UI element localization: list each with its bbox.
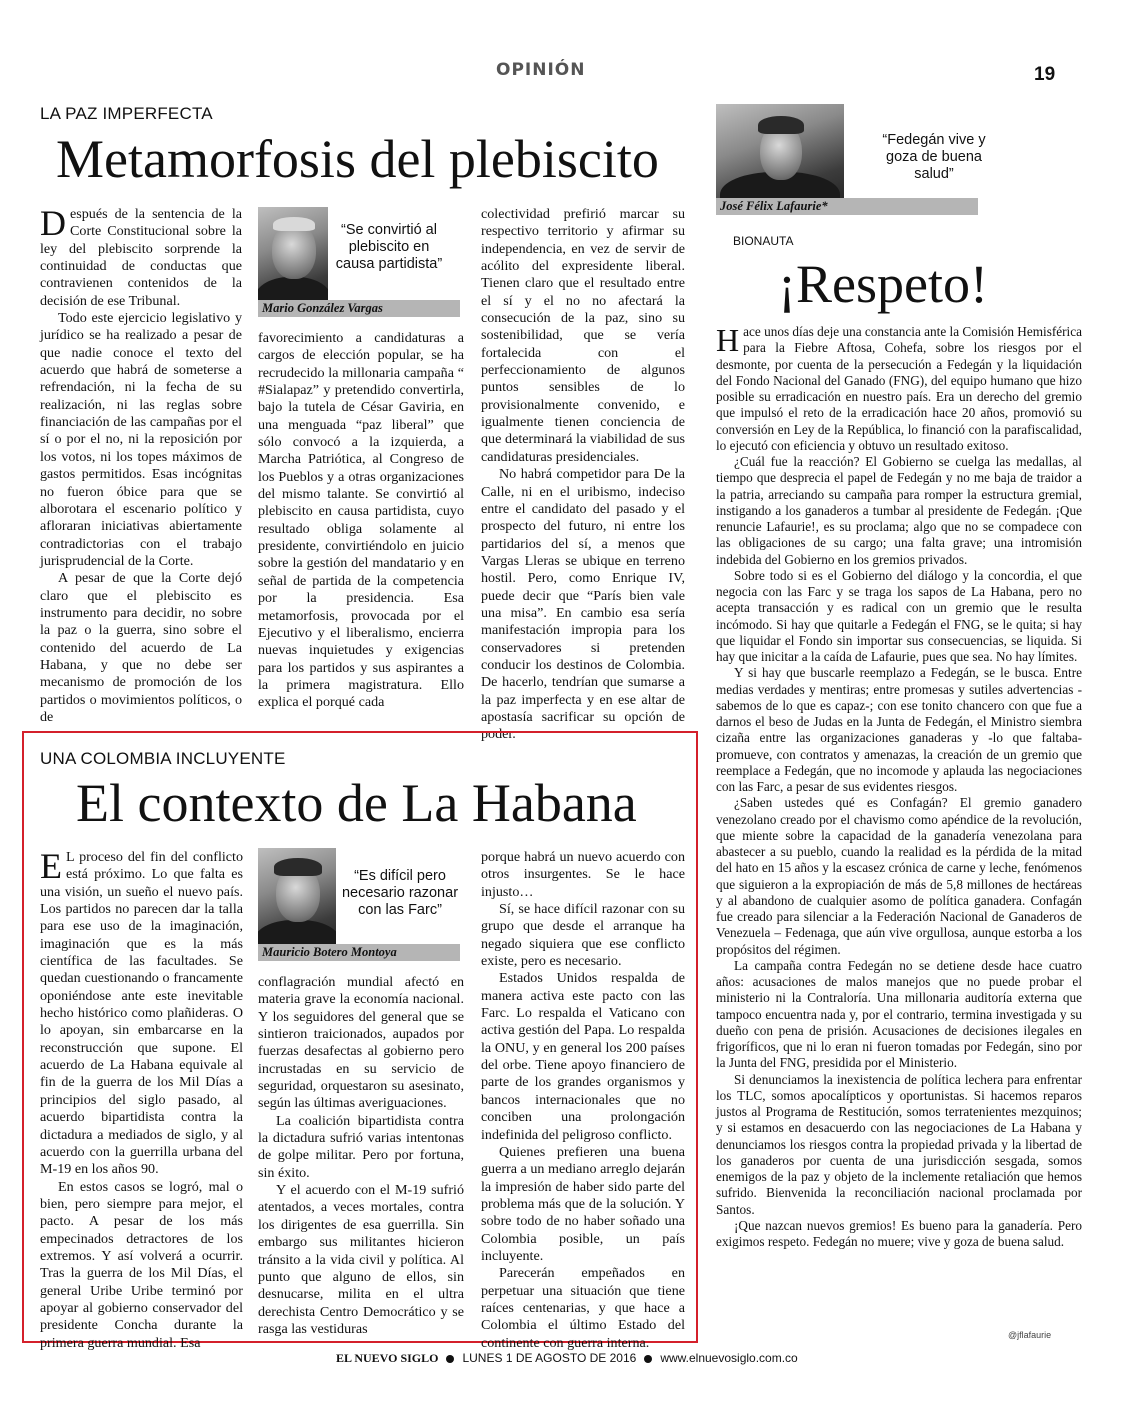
article2-column-1	[40, 846, 243, 1352]
article3-paragraph: ¿Saben ustedes qué es Confagán? El gremio ganadero venezolano creado por el chavismo como apéndice de la revolución, que miente sobre la capacidad de la ganadería venezolana para abastecer a su pueblo, cuando la realidad es la pérdida de la mitad del hato en 15 años y la escasez crónica de carne y leche, fenómenos que siguieron a la expropiación de más de 5,8 millones de hectáreas y al abandono de cualquier asomo de política ganadera. Confagán fue creado para silenciar a la Federación Nacional de Ganaderos de Venezuela – Fedenaga, que aún vive orgullosa, aunque estorba a los propósitos del régimen.	[716, 795, 1082, 957]
article2-paragraph: Quienes prefieren una buena guerra a un mediano arreglo dejarán la impresión de haber sido parte del problema más que de la solución. Y sobre todo de no haber soñado una Colombia posible, un país incluyente.	[481, 1143, 685, 1264]
article1-paragraph: No habrá competidor para De la Calle, ni en el uribismo, indeciso entre el candidato del pasado y el prospecto del futuro, ni entre los partidarios del sí, a menos que Vargas Lleras se ubique en terreno hostil. Pero, como Enrique IV, puede decir que “París bien vale una misa”. En cambio esa sería manifestación impropia para los conservadores si pretenden conducir los destinos de Colombia. De hacerlo, tendrían que sumarse a la paz imperfecta y en ese altar de apostasía sacrificar su opción de poder.	[481, 466, 685, 743]
article2-paragraph: L proceso del fin del conflicto está próximo. Lo que falta es una visión, un sueño el nuevo país. Los partidos no parecen dar la talla para ese uso de la imaginación, imaginación que es la más científica de las facultades. Se quedan cuestionando o francamente oponiéndose ante este inevitable hecho histórico como plañideras. O lo apoyan, sin embarcarse en la reconstrucción que supone. El acuerdo de La Habana equivale al fin de la guerra de los Mil Días a principios del siglo pasado, al acuerdo bipartidista contra la dictadura a mediados de siglo, y al acuerdo con la guerrilla urbana del M-19 en los años 90.	[40, 849, 243, 1178]
article2-paragraph: porque habrá un nuevo acuerdo con otros insurgentes. Se le hace injusto…	[481, 849, 685, 900]
page-number: 19	[1034, 64, 1056, 85]
footer-brand: EL NUEVO SIGLO	[336, 1351, 439, 1365]
author-photo-gonzalez	[258, 207, 328, 315]
footer-website: www.elnuevosiglo.com.co	[660, 1351, 798, 1365]
article3-paragraph: La campaña contra Fedegán no se detiene desde hace cuatro años: acusaciones de malos manejos que no puede probar el ministerio ni la Contraloría. Una millonaria auditoría externa que tampoco encuentra nada y, por el contrario, termina investigada y su dueño con pena de prisión. Acusaciones de decisiones ilegales en frigoríficos, que ni lo eran ni fueron tomadas por Fedegán, sino por la Junta del FNG, presidida por el Ministerio.	[716, 957, 1082, 1071]
article1-paragraph: favorecimiento a candidaturas a cargos de elección popular, se ha recrudecido la millonaria campaña “ #Sialapaz” y pretendido convertirla, bajo la tutela de César Gaviria, en una menguada “paz liberal” que sólo convocó a la izquierda, a Marcha Patriótica, al Congreso de los Pueblos y a otras organizaciones del mismo talante. Se convirtió al plebiscito en causa partidista, cuyo resultado obliga solamente al presidente, convirtiéndolo en juicio sobre la gestión del mandatario y en señal de partida de la competencia por la presidencia. Esa metamorfosis, provocada por el Ejecutivo y el liberalismo, encierra nuevas inquietudes y exigencias para los partidos y sus aspirantes a la primera magistratura. Ello explica el porqué cada	[258, 330, 464, 711]
article1-column-2	[258, 330, 464, 712]
article1-headline: Metamorfosis del plebiscito	[56, 129, 659, 189]
article2-paragraph: Parecerán empeñados en perpetuar una situación que tiene raíces centenarias, y que hace a Colombia el último Estado del continente con guerra interna.	[481, 1265, 685, 1351]
article2-dropcap: E	[40, 846, 62, 886]
article3-body	[716, 324, 1082, 1250]
article3-headline: ¡Respeto!	[778, 254, 988, 314]
article1-dropcap: D	[40, 203, 66, 243]
article3-kicker: BIONAUTA	[733, 234, 794, 248]
article3-paragraph: Sobre todo si es el Gobierno del diálogo y la concordia, el que negocia con las Farc y se traga los sapos de La Habana, pero no acepta transacción y es radical con un gremio que le resulta incómodo. Si hay que quitarle a Fedegán el FNG, se le quita; si hay que liquidar el Fondo sin importar sus consecuencias, se liquida. Si hay que inicitar a la caída de Lafaurie, pues que sea. No hay límites.	[716, 567, 1082, 664]
article2-column-3	[481, 849, 685, 1352]
article2-paragraph: En estos casos se logró, mal o bien, pero siempre para mejor, el pacto. A pesar de los más empecinados detractores de los extremos. Y así volverá a ocurrir. Tras la guerra de los Mil Días, el general Uribe Uribe terminó por apoyar al gobierno conservador del presidente Concha durante la primera guerra mundial. Esa	[40, 1178, 243, 1351]
article2-paragraph: conflagración mundial afectó en materia grave la economía nacional. Y los seguidores del general que se sintieron traicionados, aupados por fuerzas desafectas al gobierno pero incrustadas en su servicio de seguridad, orquestaron su asesinato, según las últimas averiguaciones.	[258, 974, 464, 1112]
article2-paragraph: Sí, se hace difícil razonar con su grupo que desde el arranque ha negado siquiera que ese conflicto existe, pero es necesario.	[481, 901, 685, 970]
article3-dropcap: H	[716, 322, 740, 358]
article3-paragraph: Si denunciamos la inexistencia de política lechera para enfrentar los TLC, somos apocalípticos y oportunistas. Si hacemos reparos justos al Programa de Restitución, somos terratenientes mezquinos; y si estamos en desacuerdo con las negociaciones de La Habana y denunciamos los riesgos contra la propiedad privada y la libertad de los ganaderos por cuenta de una jurisdicción sesgada, somos enemigos de la paz y objeto de la inclemente retaliación que hemos sufrido. Bienvenida la reconciliación nacional proclamada por Santos.	[716, 1071, 1082, 1217]
article1-paragraph: espués de la sentencia de la Corte Constitucional sobre la ley del plebiscito sorprende la continuidad de conductas que contravienen contenidos de la decisión de ese Tribunal.	[40, 206, 242, 309]
article3-paragraph: Y si hay que buscarle reemplazo a Fedegán, se le busca. Entre medias verdades y mentiras; entre promesas y sutiles advertencias -sabemos de lo que es capaz-; con ese tonito chancero con que fue a darnos el beso de Judas en la Junta de Fedegán, el Ministro siembra cizaña entre las organizaciones ganaderas y -lo que faltaba- promueve, con contratos y amenazas, la creación de un gremio que reemplace a Fedegán, que no incomode y aplauda las negociaciones con las Farc, a pesar de sus evidentes riesgos.	[716, 665, 1082, 794]
article2-paragraph: Estados Unidos respalda de manera activa este pacto con las Farc. Lo respalda el Vaticano con activa gestión del Papa. Lo respalda la ONU, y en general los 200 países del orbe. Tiene apoyo financiero de parte de los grandes organismos y bancos internacionales que no conciben una prolongación indefinida del peligroso conflicto.	[481, 970, 685, 1143]
article2-author-caption: Mauricio Botero Montoya	[258, 944, 460, 961]
article2-paragraph: Y el acuerdo con el M-19 sufrió atentados, a veces mortales, contra los dirigentes de esa guerrilla. Sin embargo sus militantes hicieron tránsito a la vida civil y política. Al punto que alguno de ellos, sin desnucarse, milita en el ultra derechista Centro Democrático y se rasga las vestiduras	[258, 1182, 464, 1337]
article3-paragraph: ¿Cuál fue la reacción? El Gobierno se cuelga las medallas, al tiempo que desprecia el papel de Fedegán y no me baja de traidor a la patria, arreciando su campaña para romper la estructura gremial, instigando a los ganaderos a tumbar al presidente de Fedegán. ¡Que renuncie Lafaurie!, es su proclama; algo que no se compadece con las obligaciones de su cargo; una falta grave; una intromisión indebida del Gobierno en los gremios privados.	[716, 454, 1082, 567]
twitter-handle: @jflafaurie	[1008, 1330, 1052, 1340]
article2-column-2	[258, 974, 464, 1338]
author-photo-botero	[258, 848, 336, 956]
article1-kicker: LA PAZ IMPERFECTA	[40, 104, 213, 123]
article2-pullquote: “Es difícil pero necesario razonar con las Farc”	[341, 868, 459, 918]
article1-paragraph: Todo este ejercicio legislativo y jurídico se ha realizado a pesar de que nadie conoce el texto del acuerdo que habrá de someterse a refrendación, ni la fecha de su realización, ni las reglas sobre financiación de las campañas por el sí o por el no, ni la reposición por los votos, ni los topes máximos de gastos permitidos. Esas incógnitas no fueron óbice para que se alborotara el escenario político y afloraran iniciativas abiertamente contradictorias con el trabajo jurisprudencial de la Corte.	[40, 310, 242, 569]
section-title: OPINIÓN	[496, 60, 586, 80]
article1-column-1	[40, 203, 242, 726]
article1-paragraph: colectividad prefirió marcar su respectivo territorio y afirmar su independencia, en vez de servir de acólito del expresidente liberal. Tienen claro que el resultado entre el sí y el no no afectará la consecución de la paz, sino su sostenibilidad, que se vería fortalecida con el perfeccionamiento de algunos puntos sensibles de lo provisionalmente convenido, e igualmente tienen conciencia de que determinará la viabilidad de sus candidaturas presidenciales.	[481, 206, 685, 465]
article3-author-caption: José Félix Lafaurie*	[716, 198, 978, 215]
bullet-icon	[446, 1355, 454, 1363]
article2-paragraph: La coalición bipartidista contra la dictadura sufrió varias intentonas de golpe militar. Pero por fortuna, sin éxito.	[258, 1112, 464, 1181]
article1-author-caption: Mario González Vargas	[258, 300, 460, 317]
article1-column-3	[481, 206, 685, 744]
article3-pullquote: “Fedegán vive y goza de buena salud”	[882, 132, 986, 182]
article3-paragraph: ace unos días deje una constancia ante la Comisión Hemisférica para la Fiebre Aftosa, Cohefa, sobre los riesgos por el desmonte, por cuenta de la persecución a Fedegán y la liquidación del Fondo Nacional del Ganado (FNG), del equipo humano que hizo posible su erradicación en nuestro país. Era un derecho del gremio que impulsó el reto de la erradicación hace 20 años, promovió su conversión en Ley de la República, lo financió con la parafiscalidad, lo ejecutó con eficiencia y obtuvo un resultado exitoso.	[716, 324, 1082, 453]
article1-paragraph: A pesar de que la Corte dejó claro que el plebiscito es instrumento para decidir, no sobre la paz o la guerra, sino sobre el contenido del acuerdo de La Habana, y que no debe ser mecanismo de promoción de los partidos o movimientos políticos, o de	[40, 570, 242, 725]
article3-paragraph: ¡Que nazcan nuevos gremios! Es bueno para la ganadería. Pero exigimos respeto. Fedegán no muere; vive y goza de buena salud.	[716, 1217, 1082, 1249]
footer	[336, 1351, 798, 1366]
article2-headline: El contexto de La Habana	[76, 773, 637, 833]
article1-pullquote: “Se convirtió al plebiscito en causa partidista”	[335, 222, 443, 272]
bullet-icon	[644, 1355, 652, 1363]
article2-kicker: UNA COLOMBIA INCLUYENTE	[40, 749, 286, 768]
footer-date: LUNES 1 DE AGOSTO DE 2016	[462, 1351, 637, 1365]
